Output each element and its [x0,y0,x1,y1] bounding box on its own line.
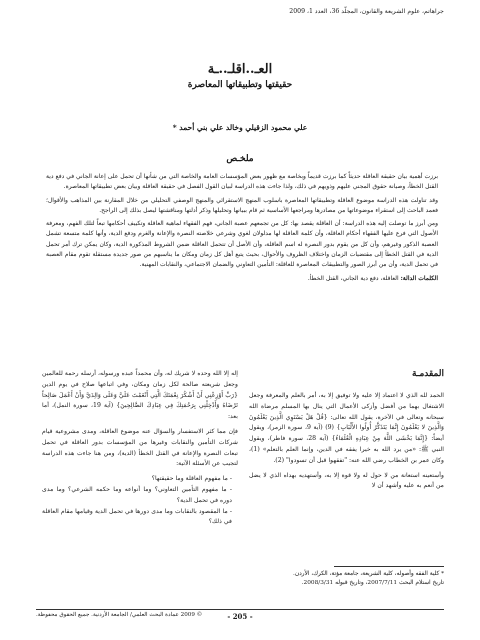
page-number: - 205 - [227,612,253,621]
abstract-paragraph: وقد تناولت هذه الدراسة موضوع العاقلة وتطبيقاتها المعاصرة باسلوب المنهج الاستقرائي والمنهج الوصفي التحليلي من خلال المقارنة بين المذاهب والأقوال؛ فعمد الباحث إلى استقراء موضوعاتها من مصادرها ومراجعها الأساسية ثم قام ببيانها وتحليلها وذكر أدلتها ومناقشتها ليصل بذلك إلى الراجح. [46,196,438,214]
body-paragraph: فإن مما كثر الاستفسار والسؤال عنه موضوع العاقلة، ومدى مشروعية قيام شركات التأمين والنقابات وغيرها من المؤسسات بدور العاقلة في تحمل تبعات النصرة والإعانة في القتل الخطأ (الدية)، ومن هنا جاءت هذه الدراسة لتجيب عن الأسئلة الآتية: [42,427,238,468]
introduction-heading: المقدمـة [411,369,444,379]
right-column [249,391,444,496]
keywords-text: العاقلة، دفع دية الجاني، القتل الخطأ. [307,274,399,282]
question-item: - ما مفهوم التأمين التعاوني؟ وما أنواعه وما حكمه الشرعي؟ وما مدى دوره في تحمل الدية؟ [42,485,232,504]
paper-title: العـ..اقلـ..ـة [207,62,273,77]
footnotes [249,570,444,588]
abstract-paragraph: برزت أهمية بيان حقيقة العاقلة حديثاً كما برزت قديماً وبخاصة مع ظهور بعض المؤسسات العامة والخاصة التي من شأنها أن تحمل على إعانة الجاني في دفع دية القتل الخطأ، وصيانة حقوق المجني عليهم وذويهم في ذلك، ولذا جاءت هذه الدراسة لبيان القول الفصل في حقيقة العاقلة وبيان بعض تطبيقاتها المعاصرة. [46,173,438,191]
question-item: - ما مفهوم العاقلة وما حقيقتها؟ [151,475,232,483]
body-paragraph: إله إلا الله وحده لا شريك له، وأن محمداً عبده ورسوله، أرسله رحمة للعالمين وجعل شريعته صالحة لكل زمان ومكان، وفي اتباعها صلاح في يوم الدين {رَبِّ أَوْزِعْنِي أَنْ أَشْكُرَ نِعْمَتَكَ الَّتِي أَنْعَمْتَ عَلَيَّ وَعَلَى وَالِدَيَّ وَأَنْ أَعْمَلَ صَالِحاً تَرْضَاهُ وَأَدْخِلْنِي بِرَحْمَتِكَ فِي عِبَادِكَ الصَّالِحِينَ} (آية 19، سورة النمل)، أما بعد: [42,370,238,421]
footer-divider [36,609,444,610]
authors: علي محمود الزقيلي وخالد علي بني أحمد * [172,123,308,132]
abstract-heading: ملخـص [226,154,254,164]
question-item: - ما المقصود بالنقابات وما مدى دورها في تحمل الدية وقيامها مقام العاقلة في ذلك؟ [42,507,232,526]
footnote-divider [334,566,444,567]
abstract-paragraph: ومن أبرز ما توصلت إليه هذه الدراسة: أن العاقلة يقصد بها: كل من تجمعهم عصبة الجاني، فهم الفقهاء لماهية العاقلة وتكييف أحكامها تبعاً لتلك الفهم، ومعرفة الأصول التي فرع عليها الفقهاء أحكام العاقلة، وأن كلمة العاقلة لها مدلولان لغوي وشرعي خلاصته النصرة والإعانة والغرم ودفع الدية، وأنها كلمة متسعة تشمل العصبة الذكور وغيرهم، وأن كل من يقوم بدور النصرة له اسم العاقلة، وأن الأصل أن تتحمل العاقلة ضمن الشروط المذكورة الدية، وكان يمكن ترك أمر تحمل الدية في القتل الخطأ إلى مقتضيات الزمان واختلاف الظروف والأحوال، بحيث يتبع أهل كل زمان ومكان ما يناسبهم من صور جديدة مستقلة تقوم مقام العصبة في تحمل الدية، وأن من أبرز الصور والتطبيقات المعاصرة للعاقلة: التأمين التعاوني والضمان الاجتماعي، والنقابات المهنية. [46,220,438,269]
paper-subtitle: حقيقتها وتطبيقاتها المعاصرة [187,80,293,90]
keywords-label: الكلمات الدالة: [400,274,438,282]
running-head: جراهاتم، علوم الشريعة والقانون، المجلّد 36، العدد 1، 2009 [289,8,444,15]
copyright-notice: © 2009 عمادة البحث العلمي/ الجامعة الأردنية. جميع الحقوق محفوظة. [36,612,203,618]
footnote: تاريخ استلام البحث 2007/7/11، وتاريخ قبوله 2008/3/31. [301,580,444,586]
body-paragraph: الحمد لله الذي لا اعتماد إلا عليه ولا توفيق إلا به، أمر بالعلم والمعرفة وجعل الاشتغال بهما من أفضل وأزكى الأعمال التي ينال بها المسلم مرضاة الله سبحانه وتعالى في الآخرة، يقول الله تعالى: {قُلْ هَلْ يَسْتَوِي الَّذِينَ يَعْلَمُونَ وَالَّذِينَ لا يَعْلَمُونَ إِنَّمَا يَتَذَكَّرُ أُولُوا الأَلْبَابِ} (9) (آية 9، سورة الزمر)، ويقول أيضاً: {إِنَّمَا يَخْشَى اللَّهَ مِنْ عِبَادِهِ الْعُلَمَاءُ} (آية 28، سورة فاطر)، ويقول النبي ﷺ: «من يرد الله به خيرا يفقه في الدين، وإنما العلم بالتعلم» (1)، وكان عمر بن الخطاب رضي الله عنه: "تفقهوا قبل أن تسودوا" (2). [249,392,444,464]
research-questions [42,474,238,528]
footnote: * كلية الفقه وأصوله، كلية الشريعة، جامعة مؤتة، الكرك، الأردن. [293,571,444,577]
keywords [46,274,438,284]
body-paragraph: وأستعينه استعانة من لا حول له ولا قوة إلا به، وأستهديه بهداه الذي لا يضل من أنعم به عليه وأشهد أن لا [249,471,444,490]
abstract [46,172,438,287]
left-column [42,369,238,528]
